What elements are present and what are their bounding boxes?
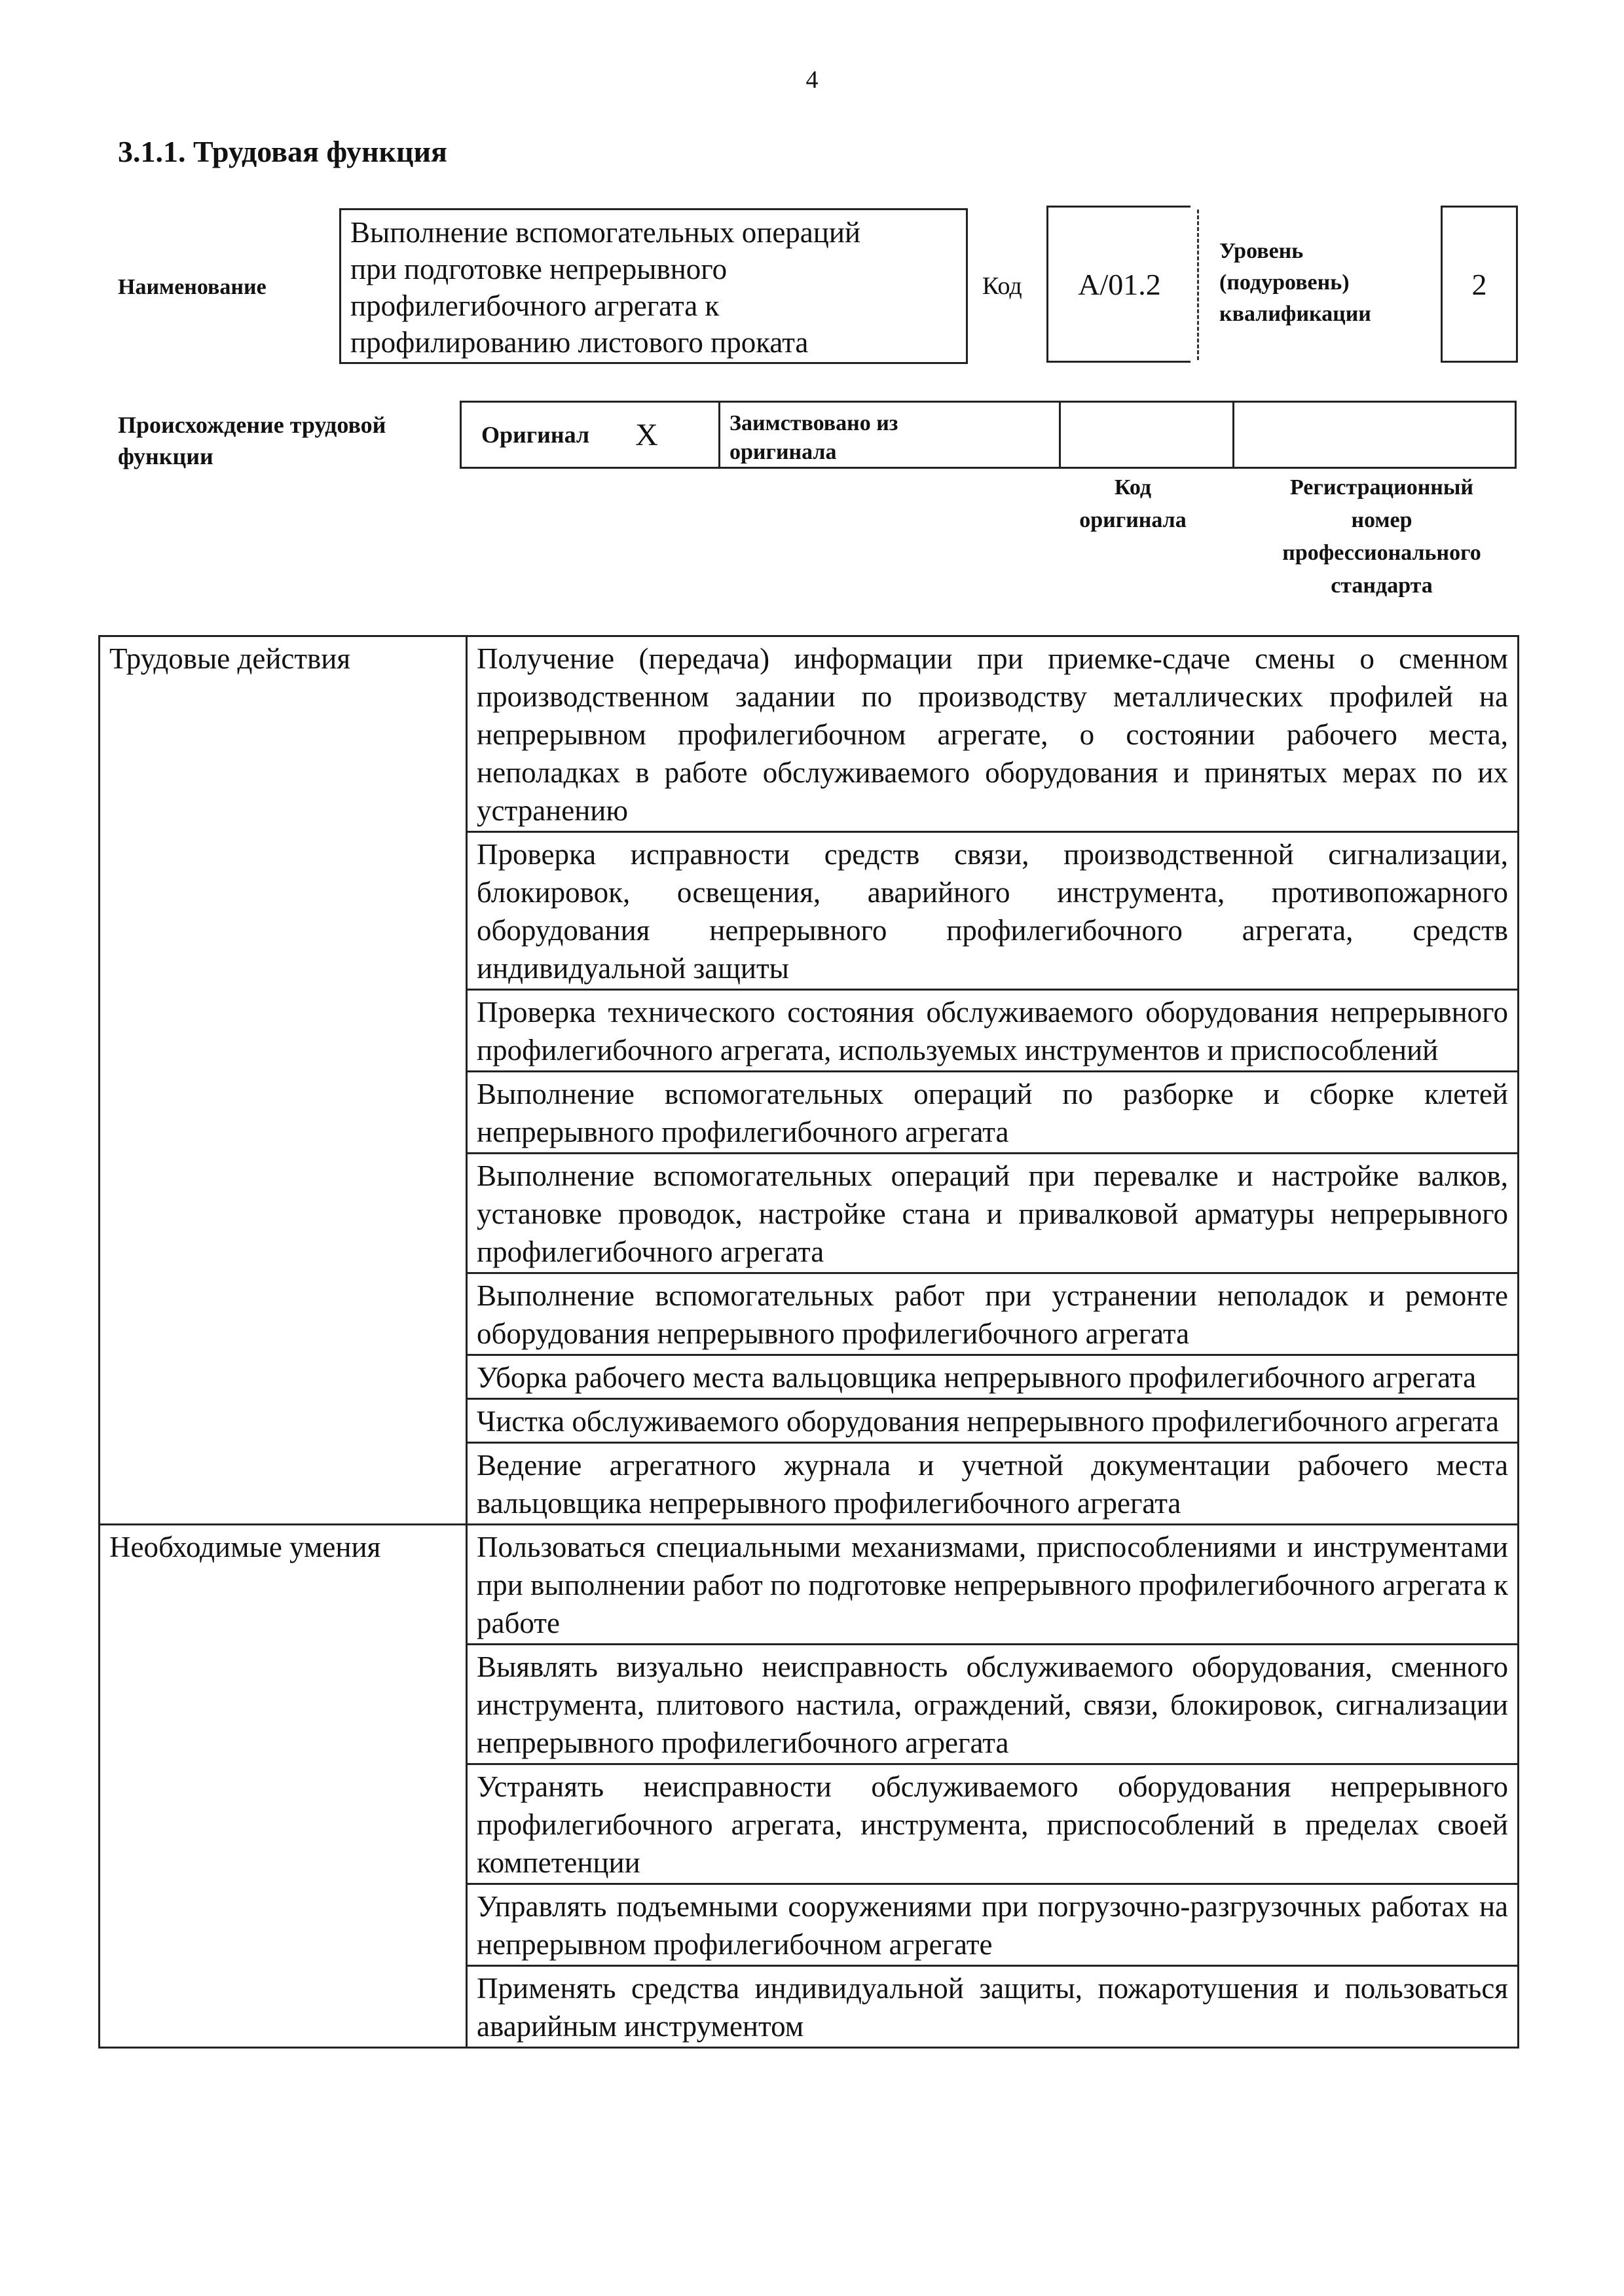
code-divider bbox=[1197, 210, 1199, 360]
table-cell: Чистка обслуживаемого оборудования непрерывного профилегибочного агрегата bbox=[467, 1399, 1519, 1443]
table-cell: Пользоваться специальными механизмами, приспособлениями и инструментами при выполнении работ по подготовке непрерывного профилегибочного агрегата к работе bbox=[467, 1525, 1519, 1645]
borrowed-cell bbox=[720, 403, 1061, 467]
original-mark: X bbox=[635, 417, 658, 452]
borrowed-line: оригинала bbox=[729, 440, 837, 464]
table-cell: Выполнение вспомогательных операций по разборке и сборке клетей непрерывного профилегибочного агрегата bbox=[467, 1072, 1519, 1154]
original-label: Оригинал bbox=[481, 422, 590, 448]
registration-caption bbox=[1244, 471, 1519, 602]
caption-line: Код bbox=[1114, 475, 1152, 500]
table-cell: Управлять подъемными сооружениями при погрузочно-разгрузочных работах на непрерывном профилегибочном агрегате bbox=[467, 1884, 1519, 1966]
table-cell: Уборка рабочего места вальцовщика непрерывного профилегибочного агрегата bbox=[467, 1355, 1519, 1399]
original-code-caption bbox=[1054, 471, 1211, 537]
caption-line: профессионального bbox=[1282, 541, 1481, 565]
original-cell bbox=[462, 403, 720, 467]
caption-line: номер bbox=[1351, 508, 1412, 532]
caption-line: стандарта bbox=[1331, 574, 1433, 598]
table-cell: Выявлять визуально неисправность обслуживаемого оборудования, сменного инструмента, плитового настила, ограждений, связи, блокировок, сигнализации непрерывного профилегибочного агрегата bbox=[467, 1645, 1519, 1764]
borrowed-line: Заимствовано из bbox=[729, 411, 898, 435]
section-heading: 3.1.1. Трудовая функция bbox=[118, 135, 447, 168]
code-label: Код bbox=[982, 272, 1022, 300]
function-name-line: профилированию листового проката bbox=[350, 326, 809, 359]
labor-function-table bbox=[98, 635, 1519, 2049]
origin-table bbox=[460, 401, 1517, 469]
level-value: 2 bbox=[1441, 206, 1518, 363]
level-label bbox=[1219, 236, 1371, 330]
function-name-line: при подготовке непрерывного bbox=[350, 253, 728, 285]
name-label: Наименование bbox=[118, 275, 267, 299]
section-title-actions: Трудовые действия bbox=[100, 636, 467, 1525]
origin-label-line: функции bbox=[118, 443, 213, 469]
code-value: А/01.2 bbox=[1046, 206, 1190, 363]
table-cell: Устранять неисправности обслуживаемого оборудования непрерывного профилегибочного агрегата, инструмента, приспособлений в пределах своей компетенции bbox=[467, 1764, 1519, 1884]
origin-label bbox=[118, 409, 386, 472]
table-cell: Получение (передача) информации при приемке-сдаче смены о сменном производственном задании по производству металлических профилей на непрерывном профилегибочном агрегате, о состоянии рабочего места, неполадках в работе обслуживаемого оборудования и принятых мерах по их устранению bbox=[467, 636, 1519, 832]
function-name-line: Выполнение вспомогательных операций bbox=[350, 216, 861, 249]
table-cell: Выполнение вспомогательных операций при перевалке и настройке валков, установке проводок, настройке стана и привалковой арматуры непрерывного профилегибочного агрегата bbox=[467, 1154, 1519, 1273]
table-cell: Выполнение вспомогательных работ при устранении неполадок и ремонте оборудования непрерывного профилегибочного агрегата bbox=[467, 1273, 1519, 1355]
function-name-line: профилегибочного агрегата к bbox=[350, 289, 720, 322]
level-label-line: Уровень bbox=[1219, 239, 1304, 263]
table-row bbox=[100, 636, 1519, 832]
table-cell: Проверка исправности средств связи, производственной сигнализации, блокировок, освещения, аварийного инструмента, противопожарного оборудования непрерывного профилегибочного агрегата, средств индивидуальной защиты bbox=[467, 832, 1519, 990]
function-name-box bbox=[339, 208, 968, 364]
original-code-cell bbox=[1061, 403, 1234, 467]
origin-label-line: Происхождение трудовой bbox=[118, 412, 386, 438]
table-row bbox=[100, 1525, 1519, 1645]
section-title-skills: Необходимые умения bbox=[100, 1525, 467, 2048]
table-cell: Применять средства индивидуальной защиты, пожаротушения и пользоваться аварийным инструментом bbox=[467, 1966, 1519, 2048]
page-number: 4 bbox=[805, 66, 819, 94]
level-label-line: (подуровень) bbox=[1219, 270, 1350, 295]
caption-line: оригинала bbox=[1079, 508, 1187, 532]
table-cell: Ведение агрегатного журнала и учетной документации рабочего места вальцовщика непрерывного профилегибочного агрегата bbox=[467, 1443, 1519, 1525]
table-cell: Проверка технического состояния обслуживаемого оборудования непрерывного профилегибочного агрегата, используемых инструментов и приспособлений bbox=[467, 990, 1519, 1072]
registration-number-cell bbox=[1234, 403, 1515, 467]
level-label-line: квалификации bbox=[1219, 302, 1371, 326]
caption-line: Регистрационный bbox=[1289, 475, 1474, 500]
